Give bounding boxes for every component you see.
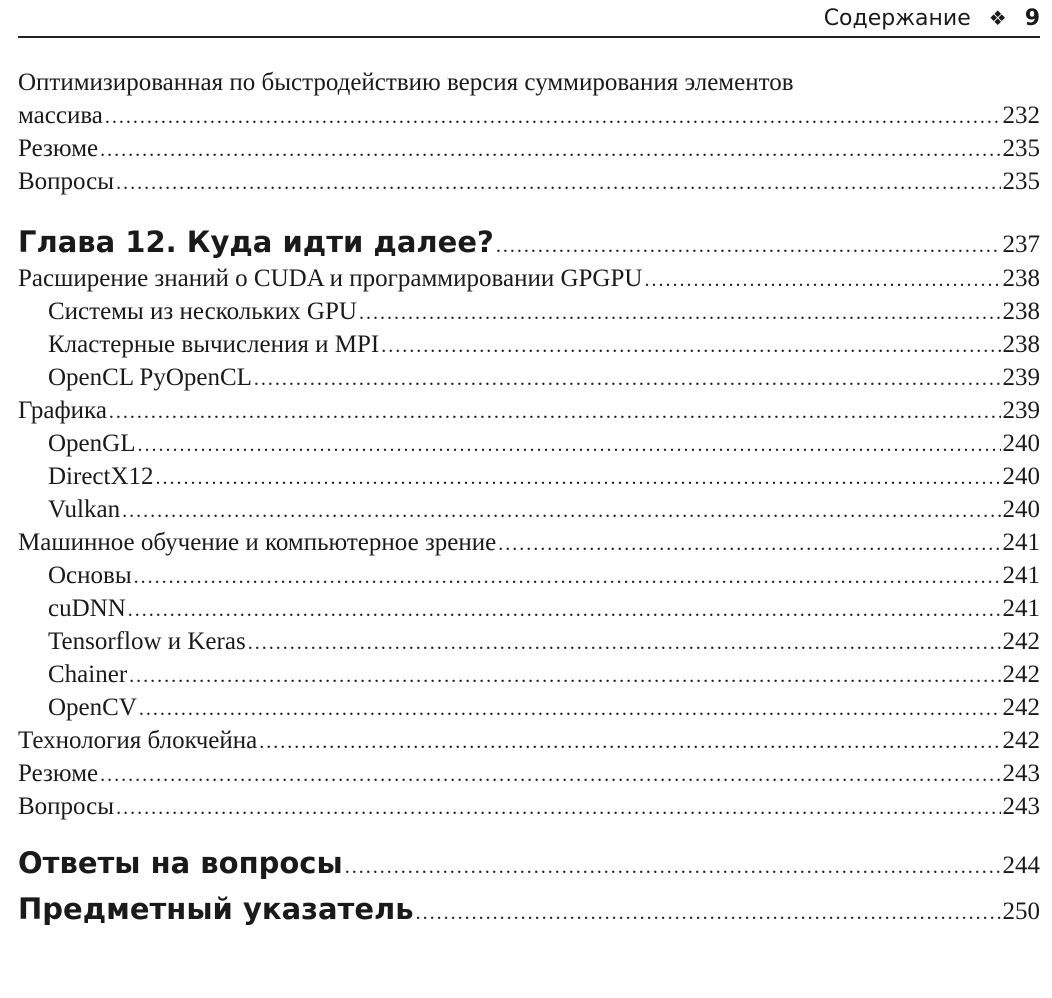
toc-entry-page: 241 [1002,562,1040,589]
toc-answers-page: 244 [1002,852,1040,879]
dot-leader [381,330,1000,363]
toc-entry-page: 238 [1002,265,1040,292]
toc-entry-title: Машинное обучение и компьютерное зрение [18,529,497,556]
toc-chapter-title: Глава 12. Куда идти далее? [18,225,494,259]
toc-entry-page: 240 [1002,463,1040,490]
toc-entry-title: OpenCL PyOpenCL [48,364,252,391]
toc-entry-title: cuDNN [48,595,126,622]
toc-entry[interactable] [18,165,1040,198]
toc-entry-page: 243 [1002,760,1040,787]
toc-entry[interactable] [18,790,1040,823]
toc-chapter-page: 237 [1002,231,1040,258]
toc-answers-title: Ответы на вопросы [18,846,343,880]
header-section-title: Содержание [823,5,971,31]
dot-leader [416,893,1001,933]
toc-entry-page: 238 [1002,331,1040,358]
toc-entry-page: 242 [1002,661,1040,688]
toc-entry-page: 239 [1002,397,1040,424]
toc-entry[interactable] [18,132,1040,165]
toc-entry-title: Вопросы [18,793,115,820]
toc-index-title: Предметный указатель [18,892,414,926]
table-of-contents [18,66,1040,929]
toc-entry-page: 240 [1002,496,1040,523]
toc-entry-title: Vulkan [48,496,121,523]
toc-subentry[interactable] [18,295,1040,328]
toc-entry-page: 239 [1002,364,1040,391]
toc-entry-title: OpenGL [48,430,136,457]
toc-entry-title: Системы из нескольких GPU [48,298,357,325]
toc-entry-title: Tensorflow и Keras [48,628,246,655]
toc-subentry[interactable] [18,559,1040,592]
toc-entry-title: Вопросы [18,168,115,195]
toc-entry-title: DirectX12 [48,463,154,490]
dot-leader [100,134,1000,167]
dot-leader [254,363,1001,396]
ornament-icon: ❖ [988,6,1007,30]
toc-index-page: 250 [1002,898,1040,925]
toc-entry-title: Резюме [18,760,99,787]
toc-entry-page: 241 [1002,595,1040,622]
toc-entry-page: 240 [1002,430,1040,457]
toc-subentry[interactable] [18,460,1040,493]
dot-leader [116,792,1000,825]
toc-entry[interactable] [18,526,1040,559]
toc-index-heading[interactable] [18,889,1040,929]
toc-entry[interactable] [18,757,1040,790]
toc-entry[interactable] [18,66,1040,99]
toc-entry-page: 238 [1002,298,1040,325]
toc-entry-title: Кластерные вычисления и MPI [48,331,380,358]
toc-entry[interactable] [18,262,1040,295]
toc-entry-title: Расширение знаний о CUDA и программировании GPGPU [18,265,643,292]
dot-leader [100,759,1000,792]
toc-entry-title: OpenCV [48,694,137,721]
toc-entry-page: 241 [1002,529,1040,556]
toc-entry-title: Технология блокчейна [18,727,258,754]
toc-entry-title: Оптимизированная по быстродействию версия суммирования элементов [18,69,794,96]
toc-entry-page: 232 [1002,102,1040,129]
toc-entry-page: 243 [1002,793,1040,820]
toc-entry[interactable] [18,724,1040,757]
toc-subentry[interactable] [18,493,1040,526]
toc-subentry[interactable] [18,691,1040,724]
dot-leader [156,462,1001,495]
toc-answers-heading[interactable] [18,843,1040,883]
toc-subentry[interactable] [18,625,1040,658]
dot-leader [122,495,1000,528]
toc-entry[interactable] [18,99,1040,132]
toc-entry-title: Резюме [18,135,99,162]
dot-leader [137,429,1000,462]
toc-subentry[interactable] [18,658,1040,691]
toc-entry-title: массива [18,102,103,129]
toc-entry-page: 235 [1002,168,1040,195]
toc-subentry[interactable] [18,361,1040,394]
toc-entry-page: 242 [1002,727,1040,754]
toc-subentry[interactable] [18,592,1040,625]
toc-entry[interactable] [18,394,1040,427]
header-page-number: 9 [1024,5,1040,31]
dot-leader [498,528,1000,561]
dot-leader [128,594,1001,627]
toc-entry-title: Основы [48,562,132,589]
dot-leader [248,627,1001,660]
toc-entry-page: 242 [1002,694,1040,721]
running-header [18,0,1040,38]
dot-leader [259,726,1000,759]
toc-entry-title: Графика [18,397,107,424]
dot-leader [116,167,1000,200]
dot-leader [359,297,1001,330]
dot-leader [496,226,1001,266]
toc-entry-title: Chainer [48,661,128,688]
chapter-entries [18,262,1040,823]
toc-chapter-heading[interactable] [18,222,1040,262]
toc-subentry[interactable] [18,427,1040,460]
dot-leader [134,561,1001,594]
dot-leader [129,660,1000,693]
dot-leader [644,264,1000,297]
toc-entry-page: 235 [1002,135,1040,162]
toc-subentry[interactable] [18,328,1040,361]
dot-leader [109,396,1001,429]
dot-leader [139,693,1001,726]
dot-leader [105,101,1001,134]
toc-entry-page: 242 [1002,628,1040,655]
dot-leader [345,847,1001,887]
